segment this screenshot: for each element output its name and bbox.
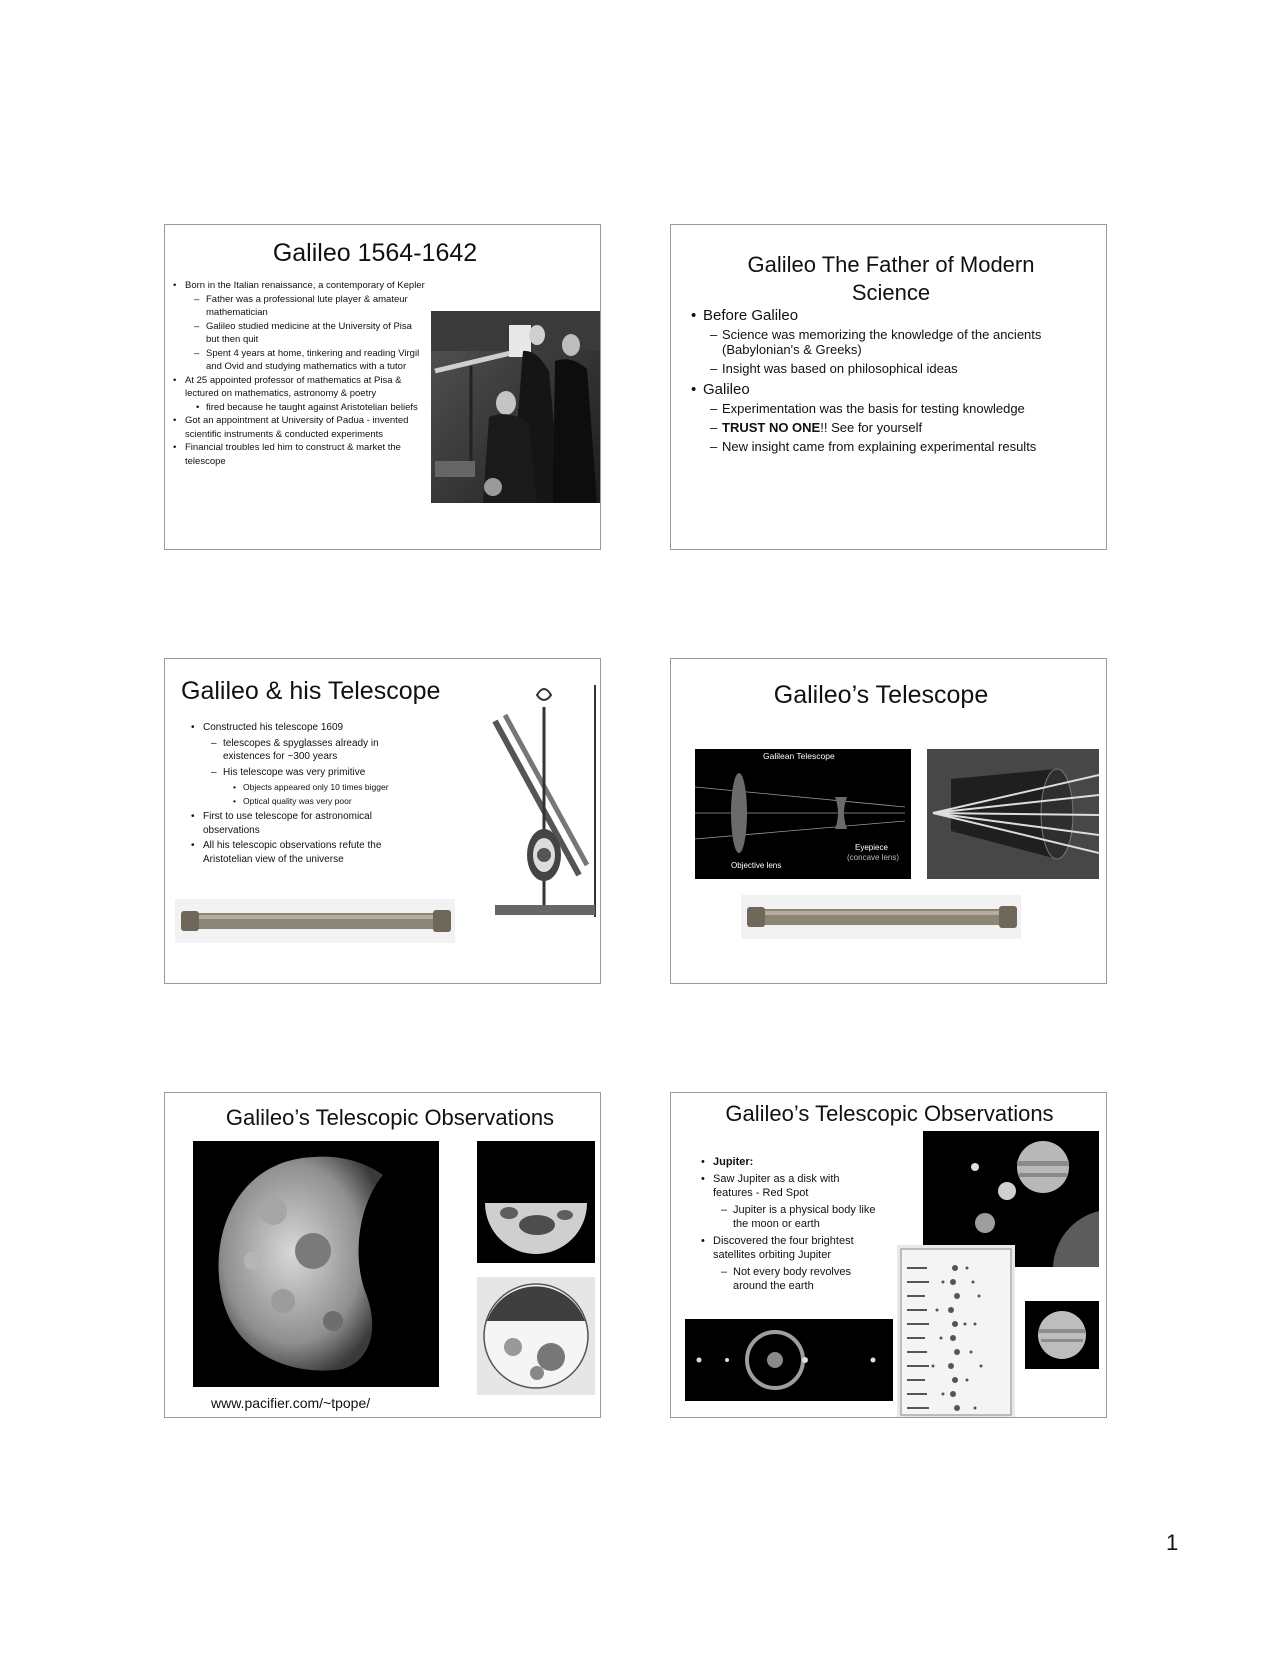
list-item-text: Jupiter is a physical body like the moon or earth	[733, 1203, 876, 1230]
telescope-ray-render-image	[927, 749, 1099, 879]
eyepiece-sub-label: (concave lens)	[847, 853, 900, 862]
list-item-text: First to use telescope for astronomical observations	[203, 811, 372, 836]
list-item	[722, 327, 1042, 357]
galileo-demonstrating-telescope-image	[431, 311, 601, 503]
list-item	[722, 439, 1042, 454]
bullet-list	[671, 1155, 883, 1294]
list-item	[203, 721, 443, 735]
list-item	[703, 307, 1083, 324]
list-item	[223, 737, 413, 764]
slide-title: Galileo’s Telescopic Observations	[725, 1101, 1054, 1126]
slide-title: Galileo & his Telescope	[181, 677, 441, 705]
list-item-text: Optical quality was very poor	[243, 795, 352, 806]
list-item	[223, 766, 413, 780]
page-number: 1	[1166, 1530, 1179, 1555]
list-item	[722, 420, 1052, 435]
slide-telescopic-observations-jupiter	[670, 1092, 1107, 1418]
diagram-heading: Galilean Telescope	[763, 751, 835, 761]
moon-photo-image	[193, 1141, 439, 1387]
list-item-text: Galileo studied medicine at the University of Pisa but then quit	[206, 320, 412, 345]
slide-title: Galileo The Father of Modern Science	[747, 252, 1035, 305]
list-item	[722, 401, 1072, 416]
list-item	[185, 374, 430, 401]
galilean-telescope-diagram	[695, 749, 911, 879]
list-item-text: All his telescopic observations refute the Aristotelian view of the universe	[203, 840, 382, 865]
list-item	[206, 401, 422, 415]
list-item	[185, 279, 430, 293]
list-item-text: Saw Jupiter as a disk with features - Red Spot	[713, 1172, 840, 1199]
slide-father-of-modern-science	[670, 224, 1107, 550]
jupiter-disk-image	[1025, 1301, 1099, 1369]
emphasis-text: TRUST NO ONE	[722, 420, 821, 435]
list-item	[243, 781, 443, 795]
telescope-tube-image	[741, 895, 1021, 939]
list-item	[185, 441, 430, 468]
list-item-text: Before Galileo	[703, 307, 799, 324]
list-item	[185, 414, 415, 441]
list-item	[713, 1234, 883, 1263]
eyepiece-label: Eyepiece	[855, 843, 888, 852]
list-item	[713, 1155, 873, 1170]
list-item-text: Galileo	[703, 381, 750, 398]
galileo-telescopes-stand-image	[489, 685, 599, 917]
list-item	[733, 1203, 883, 1232]
source-caption: www.pacifier.com/~tpope/	[211, 1395, 371, 1411]
bullet-list	[671, 307, 1083, 454]
list-item-text: Born in the Italian renaissance, a contemporary of Kepler	[185, 280, 425, 291]
list-item-text: New insight came from explaining experimental results	[722, 439, 1037, 454]
slide-telescopic-observations-moon	[164, 1092, 601, 1418]
list-item-text: His telescope was very primitive	[223, 766, 366, 778]
emphasis-text: Jupiter:	[713, 1156, 754, 1168]
jupiter-satellites-ring-image	[685, 1319, 893, 1401]
list-item-text: !! See for yourself	[820, 420, 923, 435]
list-item-text: Not every body revolves around the earth	[733, 1265, 851, 1292]
moon-crescent-image	[477, 1141, 595, 1263]
bullet-list	[165, 721, 443, 866]
list-item-text: Father was a professional lute player & amateur mathematician	[206, 293, 408, 318]
list-item-text: Discovered the four brightest satellites orbiting Jupiter	[713, 1234, 854, 1261]
list-item-text: Objects appeared only 10 times bigger	[243, 782, 389, 792]
slide-galileo-and-his-telescope	[164, 658, 601, 984]
list-item	[703, 381, 1083, 398]
list-item	[206, 347, 430, 374]
list-item-text: Experimentation was the basis for testing knowledge	[722, 401, 1025, 416]
list-item	[206, 320, 422, 347]
list-item-text: At 25 appointed professor of mathematics at Pisa & lectured on mathematics, astronomy & poetry	[185, 374, 402, 399]
list-item-text: telescopes & spyglasses already in existences for ~300 years	[223, 737, 379, 762]
objective-lens-label: Objective lens	[731, 861, 782, 870]
list-item-text: Constructed his telescope 1609	[203, 722, 344, 733]
list-item	[713, 1172, 873, 1201]
list-item	[203, 810, 403, 837]
list-item-text: Insight was based on philosophical ideas	[722, 361, 958, 376]
bullet-list	[165, 279, 430, 468]
list-item-text: Financial troubles led him to construct & market the telescope	[185, 442, 401, 467]
list-item-text: fired because he taught against Aristotelian beliefs	[206, 401, 418, 413]
list-item	[203, 839, 418, 866]
list-item-text: Spent 4 years at home, tinkering and reading Virgil and Ovid and studying mathematics with a tutor	[206, 347, 420, 372]
list-item	[206, 293, 422, 320]
slide-galileo-1564-1642	[164, 224, 601, 550]
slide-title: Galileo’s Telescopic Observations	[225, 1105, 555, 1130]
slide-title: Galileo’s Telescope	[773, 681, 989, 709]
list-item	[243, 795, 443, 809]
slide-galileos-telescope	[670, 658, 1107, 984]
telescope-tube-image	[175, 899, 455, 943]
galileo-jupiter-notebook-image	[897, 1245, 1015, 1418]
list-item-text: Science was memorizing the knowledge of the ancients (Babylonian's & Greeks)	[722, 327, 1042, 357]
slide-title: Galileo 1564-1642	[272, 239, 478, 267]
galileo-moon-sketch-image	[477, 1277, 595, 1395]
list-item-text: Got an appointment at University of Padua - invented scientific instruments & conducted experiments	[185, 415, 409, 440]
list-item	[722, 361, 1052, 376]
list-item	[733, 1265, 883, 1294]
